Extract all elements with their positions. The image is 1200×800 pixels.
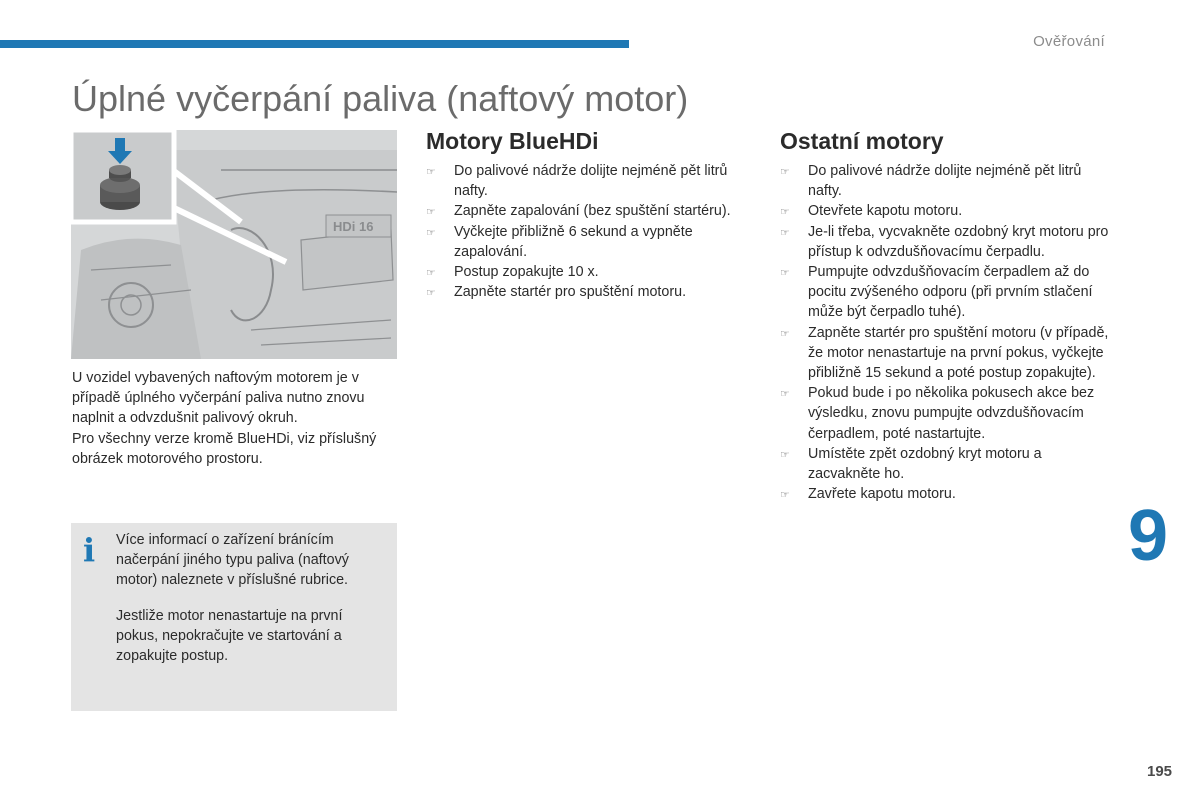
pointing-hand-icon: ☞ [780, 226, 790, 239]
chapter-number: 9 [1128, 496, 1169, 576]
info-icon: i [83, 531, 96, 569]
list-item [426, 262, 756, 282]
list-item [780, 323, 1110, 384]
intro-paragraph: Pro všechny verze kromě BlueHDi, viz příslušný obrázek motorového prostoru. [72, 430, 377, 467]
step-text: Zapněte startér pro spuštění motoru (v případě, že motor nenastartuje na první pokus, vyčkejte přibližně 15 sekund a poté postup zopakujte). [808, 324, 1109, 382]
step-text: Pokud bude i po několika pokusech akce bez výsledku, znovu pumpujte odvzdušňovacím čerpadlem, poté nastartujte. [808, 385, 1095, 442]
step-text: Vyčkejte přibližně 6 sekund a vypněte zapalování. [454, 223, 693, 260]
list-item [780, 383, 1110, 444]
step-text: Otevřete kapotu motoru. [808, 203, 963, 220]
step-text: Zapněte startér pro spuštění motoru. [454, 284, 687, 301]
list-item [780, 161, 1110, 201]
header-accent-bar [0, 40, 629, 48]
section-label: Ověřování [1033, 33, 1105, 50]
pointing-hand-icon: ☞ [780, 448, 790, 461]
intro-paragraph: U vozidel vybavených naftovým motorem je v případě úplného vyčerpání paliva nutno znovu naplnit a odvzdušnit palivový okruh. [72, 370, 365, 427]
pointing-hand-icon: ☞ [426, 287, 436, 300]
step-text: Do palivové nádrže dolijte nejméně pět litrů nafty. [808, 163, 1082, 200]
pointing-hand-icon: ☞ [780, 166, 790, 178]
pointing-hand-icon: ☞ [426, 206, 436, 219]
list-item [426, 161, 756, 201]
other-engines-steps [780, 161, 1110, 504]
step-text: Je-li třeba, vycvakněte ozdobný kryt motoru pro přístup k odvzdušňovacímu čerpadlu. [808, 223, 1109, 260]
pointing-hand-icon: ☞ [780, 206, 790, 219]
pointing-hand-icon: ☞ [780, 489, 790, 502]
list-item [780, 222, 1110, 262]
engine-badge-text: HDi 16 [333, 219, 374, 234]
list-item [780, 484, 1110, 504]
page-title: Úplné vyčerpání paliva (naftový motor) [72, 78, 689, 119]
pointing-hand-icon: ☞ [780, 388, 790, 401]
bluehdi-steps [426, 161, 756, 302]
info-paragraph: Více informací o zařízení bránícím načerpání jiného typu paliva (naftový motor) naleznete v příslušné rubrice. [116, 532, 349, 589]
list-item [780, 201, 1110, 221]
other-engines-heading: Ostatní motory [780, 128, 944, 154]
info-paragraph: Jestliže motor nenastartuje na první pokus, nepokračujte ve startování a zopakujte postup. [116, 608, 343, 665]
info-box [71, 523, 397, 711]
list-item [780, 444, 1110, 484]
bluehdi-heading: Motory BlueHDi [426, 128, 599, 154]
pointing-hand-icon: ☞ [780, 327, 790, 340]
step-text: Pumpujte odvzdušňovacím čerpadlem až do pocitu zvýšeného odporu (při prvním stlačení může být čerpadlo tuhé). [808, 264, 1093, 321]
step-text: Zavřete kapotu motoru. [808, 486, 956, 503]
step-text: Umístěte zpět ozdobný kryt motoru a zacvakněte ho. [808, 445, 1042, 483]
intro-text [72, 368, 397, 469]
pointing-hand-icon: ☞ [426, 267, 436, 280]
page-number: 195 [1147, 763, 1173, 780]
step-text: Do palivové nádrže dolijte nejméně pět litrů nafty. [454, 163, 728, 200]
step-text: Zapněte zapalování (bez spuštění startéru). [454, 203, 731, 220]
engine-bay-illustration [71, 130, 397, 359]
list-item [426, 201, 756, 221]
list-item [426, 222, 756, 262]
step-text: Postup zopakujte 10 x. [454, 264, 599, 281]
engine-bay-drawing [71, 130, 397, 359]
pointing-hand-icon: ☞ [780, 267, 790, 280]
pointing-hand-icon: ☞ [426, 226, 436, 239]
pointing-hand-icon: ☞ [426, 166, 436, 178]
list-item [780, 262, 1110, 323]
list-item [426, 282, 756, 302]
